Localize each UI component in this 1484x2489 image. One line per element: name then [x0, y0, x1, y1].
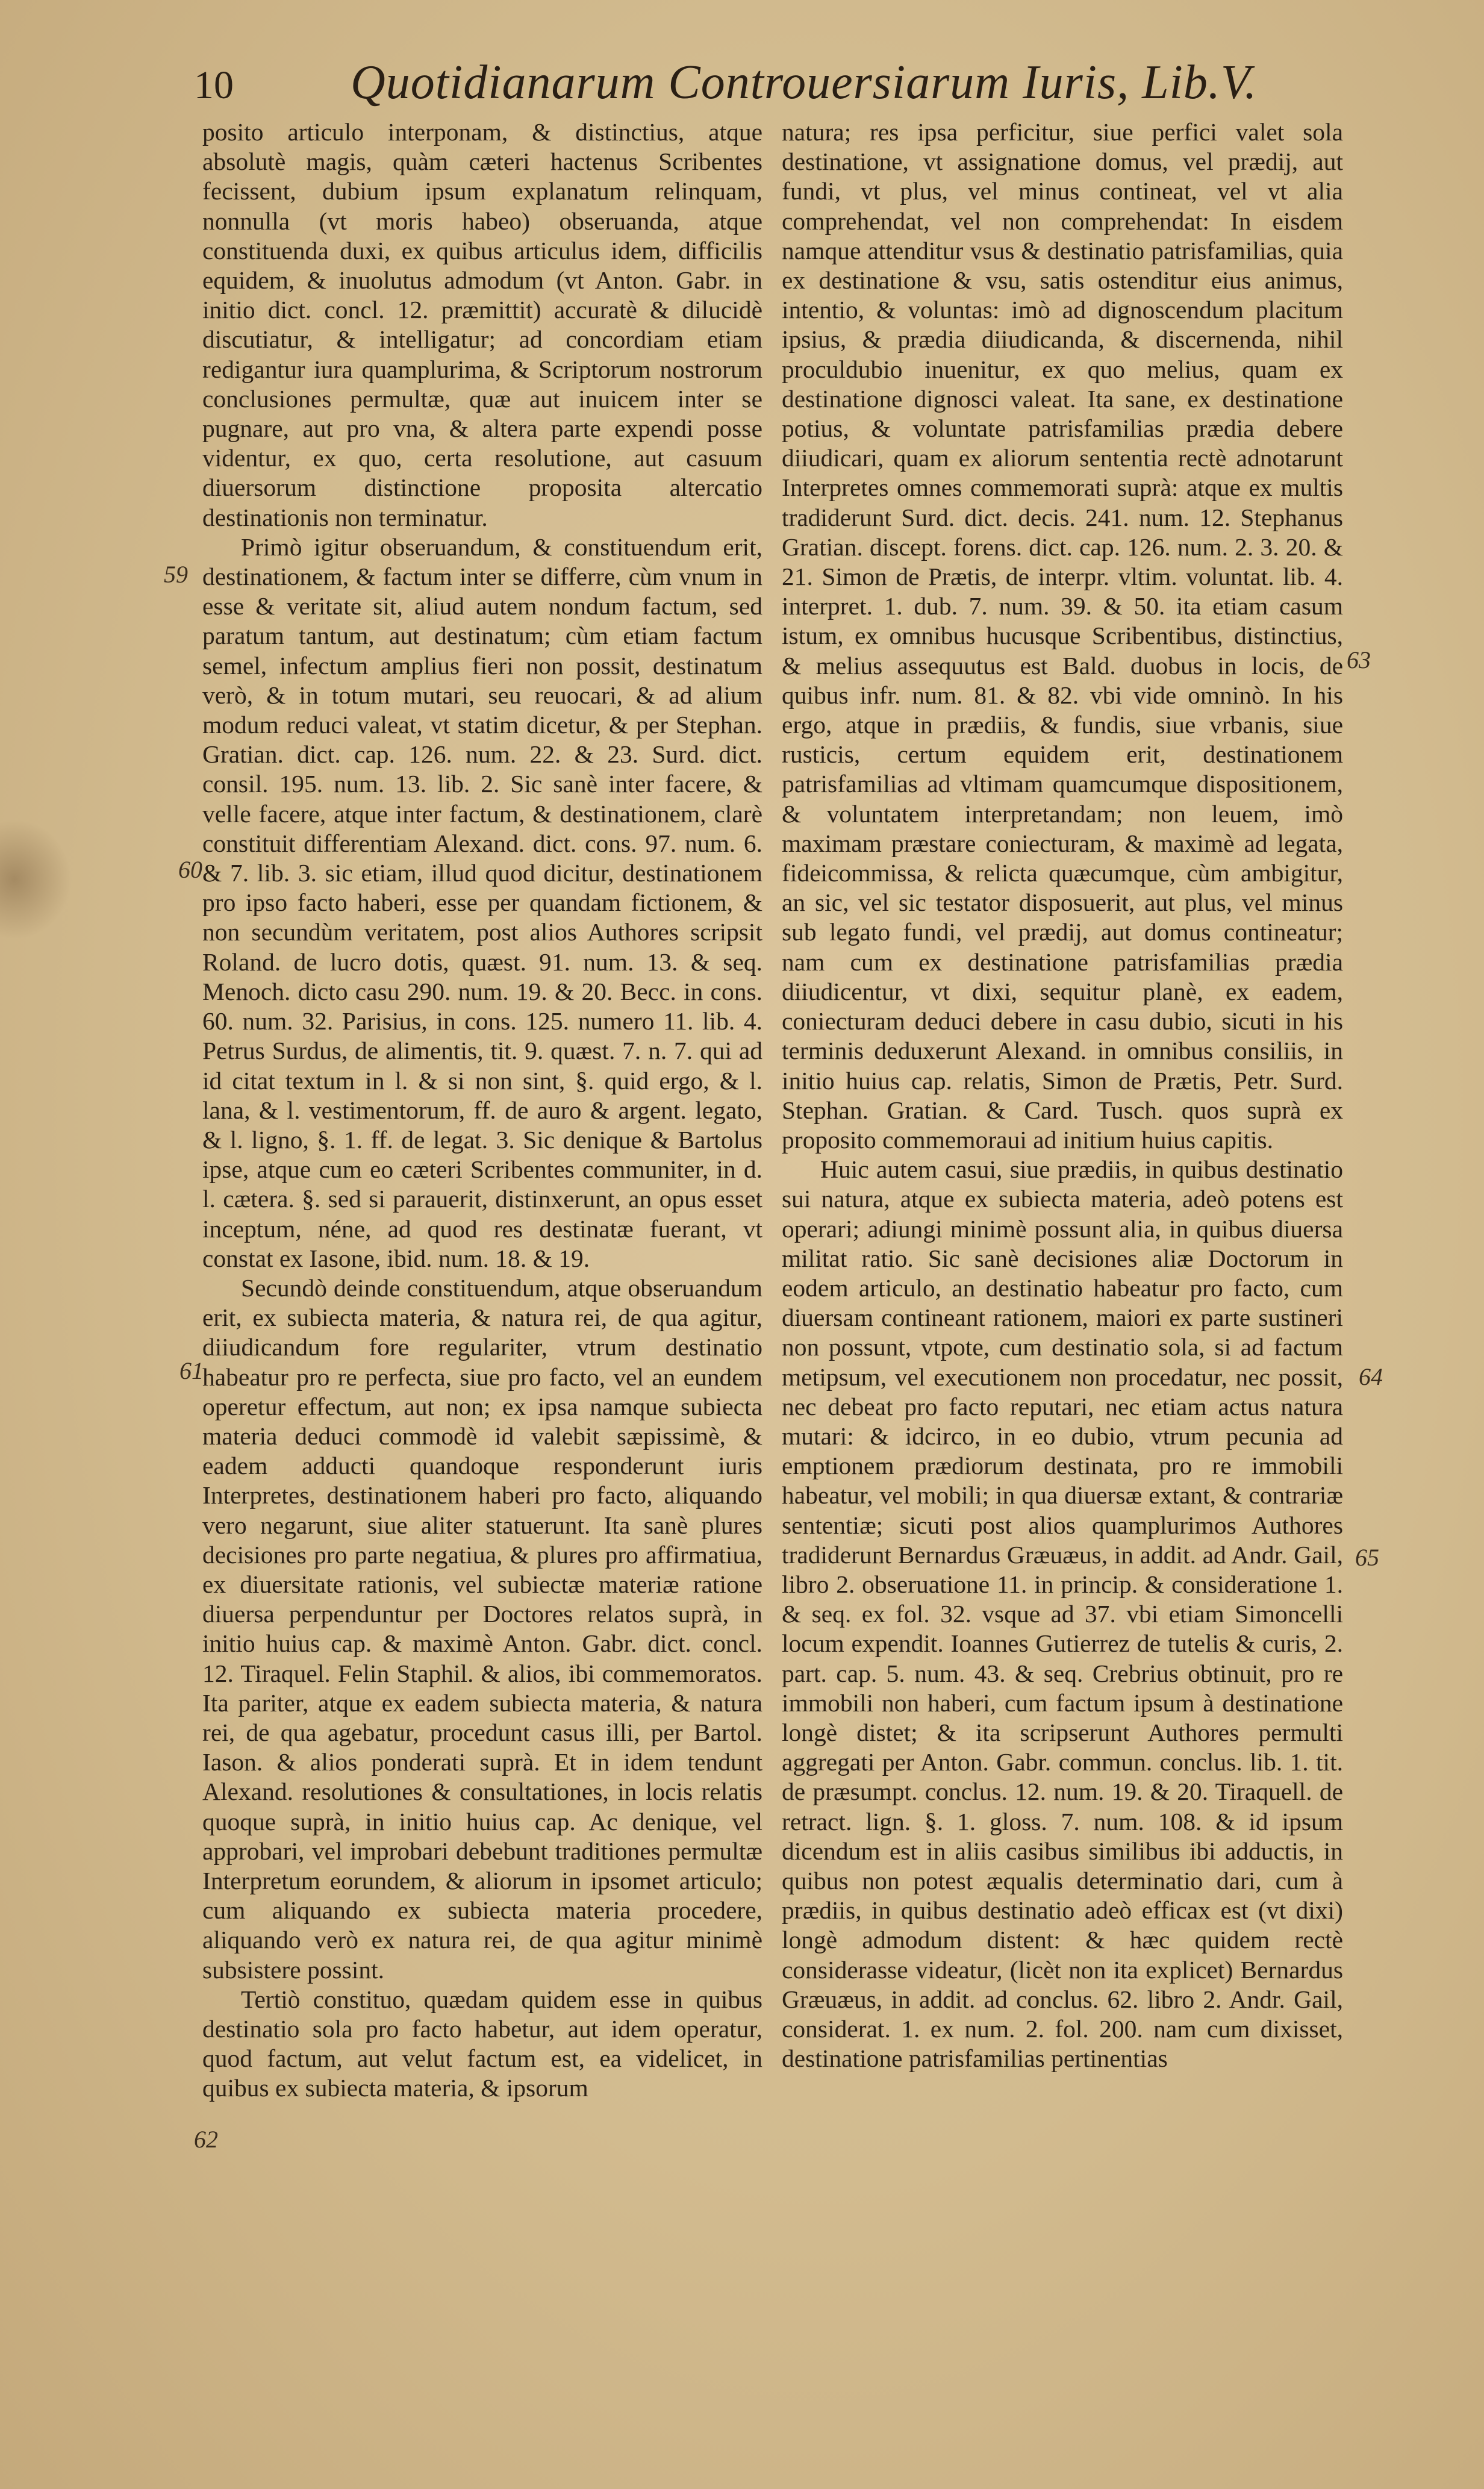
paragraph: Primò igitur obseruandum, & constituendum erit, destinationem, & factum inter se differre, cùm vnum in esse & veritate sit, aliud autem nondum factum, sed paratum tantum, aut destinatum; cùm etiam factum semel, infectum amplius fieri non possit, destinatum verò, & in totum mutari, seu reuocari, & ad alium modum reduci valeat, vt statim dicetur, & per Stephan. Gratian. dict. cap. 126. num. 22. & 23. Surd. dict. consil. 195. num. 13. lib. 2. Sic sanè inter facere, & velle facere, atque inter factum, & destinationem, clarè constituit differentiam Alexand. dict. cons. 97. num. 6. & 7. lib. 3. sic etiam, illud quod dicitur, destinationem pro ipso facto haberi, esse per quandam fictionem, & non secundùm veritatem, post alios Authores scripsit Roland. de lucro dotis, quæst. 91. num. 13. & seq. Menoch. dicto casu 290. num. 19. & 20. Becc. in cons. 60. num. 32. Parisius, in cons. 125. numero 11. lib. 4. Petrus Surdus, de alimentis, tit. 9. quæst. 7. n. 7. qui ad id citat textum in l. & si non sint, §. quid ergo, & l. lana, & l. vestimentorum, ff. de auro & argent. legato, & l. ligno, §. 1. ff. de legat. 3. Sic denique & Bartolus ipse, atque cum eo cæteri Scribentes communiter, in d. l. cætera. §. sed si parauerit, distinxerunt, an opus esset inceptum, néne, ad quod res destinatæ fuerant, vt constat ex Iasone, ibid. num. 18. & 19.	[202, 532, 762, 1272]
margin-number: 62	[194, 2126, 218, 2153]
paragraph: Secundò deinde constituendum, atque obseruandum erit, ex subiecta materia, & natura rei, de qua agitur, diiudicandum fore regulariter, vtrum destinatio habeatur pro re perfecta, siue pro facto, vel an eundem operetur effectum, aut non; ex ipsa namque subiecta materia deduci commodè id valebit sæpissimè, & eadem adducti quandoque responderunt iuris Interpretes, destinationem haberi pro facto, aliquando vero negarunt, siue aliter statuerunt. Ita sanè plures decisiones pro parte negatiua, & plures pro affirmatiua, ex diuersitate rationis, vel subiectæ materiæ ratione diuersa perpenduntur per Doctores relatos suprà, in initio huius cap. & maximè Anton. Gabr. dict. concl. 12. Tiraquel. Felin Staphil. & alios, ibi commemoratos. Ita pariter, atque ex eadem subiecta materia, & natura rei, de qua agebatur, procedunt casus illi, per Bartol. Iason. & alios ponderati suprà. Et in idem tendunt Alexand. resolutiones & consultationes, in locis relatis quoque suprà, in initio huius cap. Ac denique, vel approbari, vel improbari debebunt traditiones permultæ Interpretum eorundem, & aliorum in ipsomet articulo; cum aliquando ex subiecta materia procedere, aliquando verò ex natura rei, de qua agitur minimè subsistere possint.	[202, 1273, 762, 1984]
running-title: Quotidianarum Controuersiarum Iuris, Lib.V.	[351, 56, 1258, 109]
right-column	[782, 117, 1343, 2073]
margin-number: 61	[179, 1357, 204, 1384]
paragraph: Tertiò constituo, quædam quidem esse in quibus destinatio sola pro facto habetur, aut idem operatur, quod factum, aut velut factum est, ea videlicet, in quibus ex subiecta materia, & ipsorum	[202, 1985, 762, 2102]
paper-stain	[0, 819, 72, 940]
page-number: 10	[194, 63, 234, 107]
margin-number: 65	[1355, 1544, 1379, 1571]
left-column	[202, 117, 762, 2103]
margin-number: 59	[164, 561, 188, 588]
paragraph: posito articulo interponam, & distinctius, atque absolutè magis, quàm cæteri hactenus Scribentes fecissent, dubium ipsum explanatum relinquam, nonnulla (vt moris habeo) obseruanda, atque constituenda duxi, ex quibus articulus idem, difficilis equidem, & inuolutus admodum (vt Anton. Gabr. in initio dict. concl. 12. præmittit) accuratè & dilucidè discutiatur, & intelligatur; ad concordiam etiam redigantur iura quamplurima, & Scriptorum nostrorum conclusiones permultæ, quæ aut inuicem inter se pugnare, aut pro vna, & altera parte expendi posse videntur, ex quo, certa resolutione, aut casuum diuersorum distinctione proposita altercatio destinationis non terminatur.	[202, 118, 762, 531]
page-header	[194, 55, 1345, 122]
margin-number: 63	[1347, 646, 1371, 673]
paragraph: Huic autem casui, siue prædiis, in quibus destinatio sui natura, atque ex subiecta materia, adeò potens est operari; adiungi minimè possunt alia, in quibus diuersa militat ratio. Sic sanè decisiones aliæ Doctorum in eodem articulo, an destinatio habeatur pro facto, cum diuersam contineant rationem, maiori ex parte sustineri non possunt, vtpote, cum destinatio sola, si ad factum metipsum, vel executionem non procedatur, nec possit, nec debeat pro facto reputari, nec etiam actus natura mutari: & idcirco, in eo dubio, vtrum pecunia ad emptionem prædiorum destinata, pro re immobili habeatur, vel mobili; in qua diuersæ extant, & contrariæ sententiæ; sicuti post alios quamplurimos Authores tradiderunt Bernardus Græuæus, in addit. ad Andr. Gail, libro 2. obseruatione 11. in princip. & consideratione 1. & seq. ex fol. 32. vsque ad 37. vbi etiam Simoncelli locum expendit. Ioannes Gutierrez de tutelis & curis, 2. part. cap. 5. num. 43. & seq. Crebrius obtinuit, pro re immobili non haberi, cum factum ipsum à destinatione longè distet; & ita scripserunt Authores permulti aggregati per Anton. Gabr. commun. conclus. lib. 1. tit. de præsumpt. conclus. 12. num. 19. & 20. Tiraquell. de retract. lign. §. 1. gloss. 7. num. 108. & id ipsum dicendum est in aliis casibus similibus ibi adductis, in quibus non potest æqualis determinatio dari, cum à prædiis, in quibus destinatio adeò efficax est (vt dixi) longè admodum distent: & hæc quidem rectè considerasse videatur, (licèt non ita explicet) Bernardus Græuæus, in addit. ad conclus. 62. libro 2. Andr. Gail, considerat. 1. ex num. 2. fol. 200. nam cum dixisset, destinatione patrisfamilias pertinentias	[782, 1155, 1343, 2073]
margin-number: 64	[1359, 1363, 1383, 1390]
paragraph: natura; res ipsa perficitur, siue perfici valet sola destinatione, vt assignatione domus, vel prædij, aut fundi, vt plus, vel minus contineat, vel vt alia comprehendat, vel non comprehendat: In eisdem namque attenditur vsus & destinatio patrisfamilias, quia ex destinatione & vsu, satis ostenditur eius animus, intentio, & voluntas: imò ad dignoscendum placitum ipsius, & prædia diiudicanda, & discernenda, nihil proculdubio inuenitur, ex quo melius, quam ex destinatione dignosci valeat. Ita sane, ex destinatione potius, & voluntate patrisfamilias prædia debere diiudicari, quam ex aliorum sententia rectè adnotarunt Interpretes omnes commemorati suprà: atque ex multis tradiderunt Surd. dict. decis. 241. num. 12. Stephanus Gratian. discept. forens. dict. cap. 126. num. 2. 3. 20. & 21. Simon de Prætis, de interpr. vltim. voluntat. lib. 4. interpret. 1. dub. 7. num. 39. & 50. ita etiam casum istum, ex omnibus hucusque Scribentibus, distinctius, & melius assequutus est Bald. duobus in locis, de quibus infr. num. 81. & 82. vbi vide omninò. In his ergo, atque in prædiis, & fundis, siue vrbanis, siue rusticis, certum equidem erit, destinationem patrisfamilias ad vltimam quamcumque dispositionem, & voluntatem interpretandam; non leuem, imò maximam præstare coniecturam, & maximè ad legata, fideicommissa, & relicta quæcumque, cùm ambigitur, an sic, vel sic testator disposuerit, aut plus, vel minus sub legato fundi, vel prædij, aut domus contineatur; nam cum ex destinatione patrisfamilias prædia diiudicentur, vt dixi, sequitur planè, ex eadem, coniecturam deduci debere in casu dubio, sicuti in his terminis deduxerunt Alexand. in omnibus consiliis, in initio huius cap. relatis, Simon de Prætis, Petr. Surd. Stephan. Gratian. & Card. Tusch. quos suprà ex proposito commemoraui ad initium huius capitis.	[782, 118, 1343, 1154]
margin-number: 60	[178, 856, 202, 883]
